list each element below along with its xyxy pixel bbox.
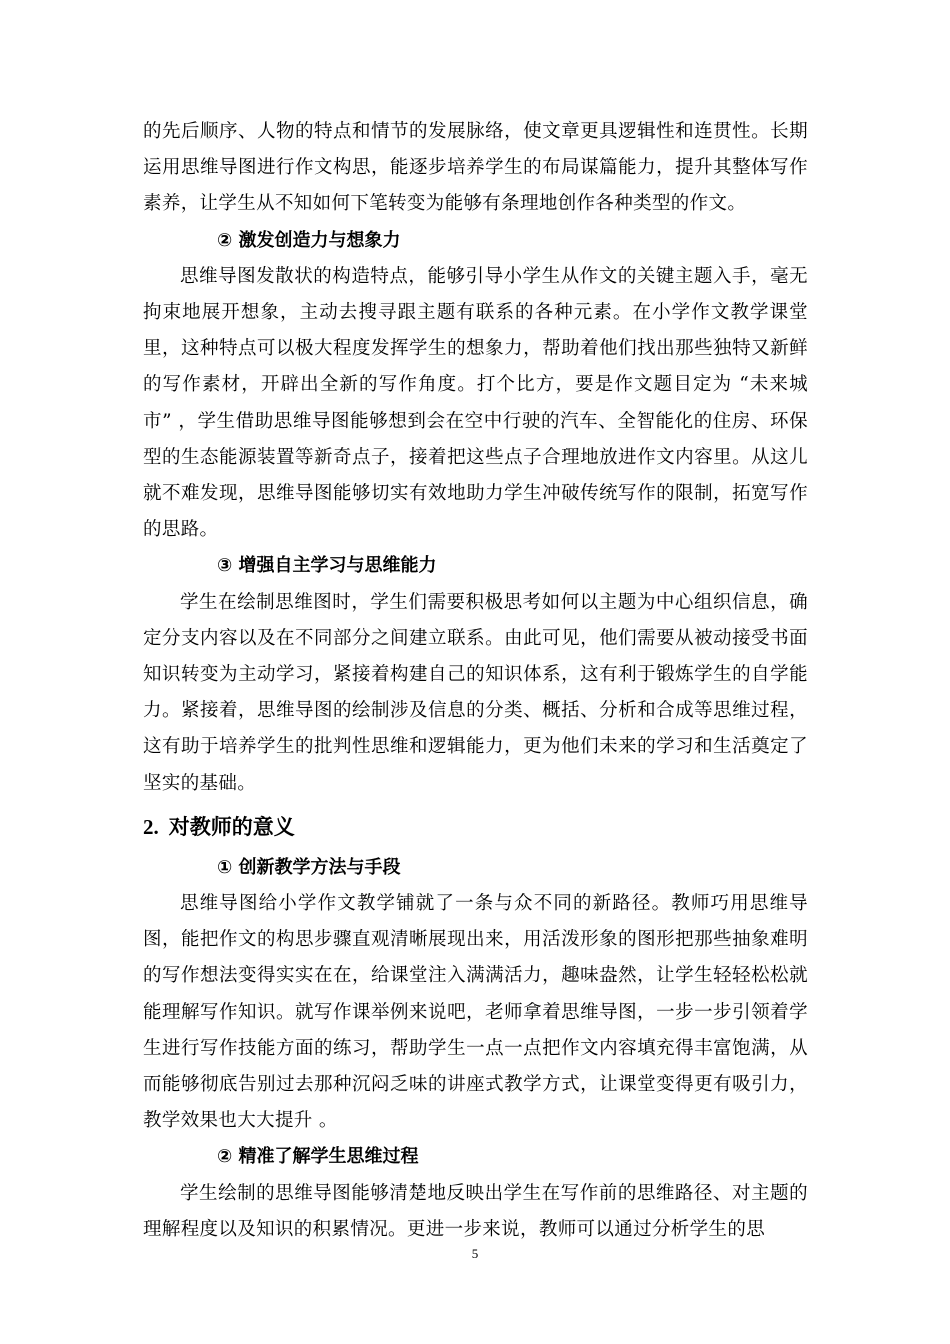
paragraph-autonomy: 学生在绘制思维图时，学生们需要积极思考如何以主题为中心组织信息，确定分支内容以及在不同部分之间建立联系。由此可见，他们需要从被动接受书面知识转变为主动学习，紧接着构建自己的知识体系，这有利于锻炼学生的自学能力。紧接着，思维导图的绘制涉及信息的分类、概括、分析和合成等思维过程，这有助于培养学生的批判性思维和逻辑能力，更为他们未来的学习和生活奠定了坚实的基础。 [143, 591, 808, 794]
paragraph-structure-continued: 的先后顺序、人物的特点和情节的发展脉络，使文章更具逻辑性和连贯性。长期运用思维导图进行作文构思，能逐步培养学生的布局谋篇能力，提升其整体写作素养，让学生从不知如何下笔转变为能够有条理地创作各种类型的作文。 [143, 121, 808, 215]
paragraph-creativity: 思维导图发散状的构造特点，能够引导小学生从作文的关键主题入手，毫无拘束地展开想象，主动去搜寻跟主题有联系的各种元素。在小学作文教学课堂里，这种特点可以极大程度发挥学生的想象力，帮助着他们找出那些独特又新鲜的写作素材，开辟出全新的写作角度。打个比方，要是作文题目定为 “未来城市” ，学生借助思维导图能够想到会在空中行驶的汽车、全智能化的住房、环保型的生态能源装置等新奇点子，接着把这些点子合理地放进作文内容里。从这儿就不难发现，思维导图能够切实有效地助力学生冲破传统写作的限制，拓宽写作的思路。 [143, 265, 808, 541]
subheading-creativity: ② 激发创造力与想象力 [217, 229, 401, 251]
subheading-autonomy: ③ 增强自主学习与思维能力 [217, 555, 437, 577]
page-number: 5 [471, 1246, 479, 1261]
subheading-understand: ② 精准了解学生思维过程 [217, 1146, 419, 1168]
subheading-methods: ① 创新教学方法与手段 [217, 856, 401, 878]
section-number: 2. [143, 814, 159, 839]
section-title: 对教师的意义 [168, 814, 295, 839]
paragraph-understand: 学生绘制的思维导图能够清楚地反映出学生在写作前的思维路径、对主题的理解程度以及知识的积累情况。更进一步来说，教师可以通过分析学生的思 [143, 1182, 808, 1240]
paragraph-methods: 思维导图给小学作文教学铺就了一条与众不同的新路径。教师巧用思维导图，能把作文的构思步骤直观清晰展现出来，用活泼形象的图形把那些抽象难明的写作想法变得实实在在，给课堂注入满满活力，趣味盎然，让学生轻轻松松就能理解写作知识。就写作课举例来说吧，老师拿着思维导图，一步一步引领着学生进行写作技能方面的练习，帮助学生一点一点把作文内容填充得丰富饱满，从而能够彻底告别过去那种沉闷乏味的讲座式教学方式，让课堂变得更有吸引力，教学效果也大大提升 。 [143, 893, 808, 1132]
section-heading-teachers [143, 809, 808, 845]
page-body [143, 114, 808, 1248]
